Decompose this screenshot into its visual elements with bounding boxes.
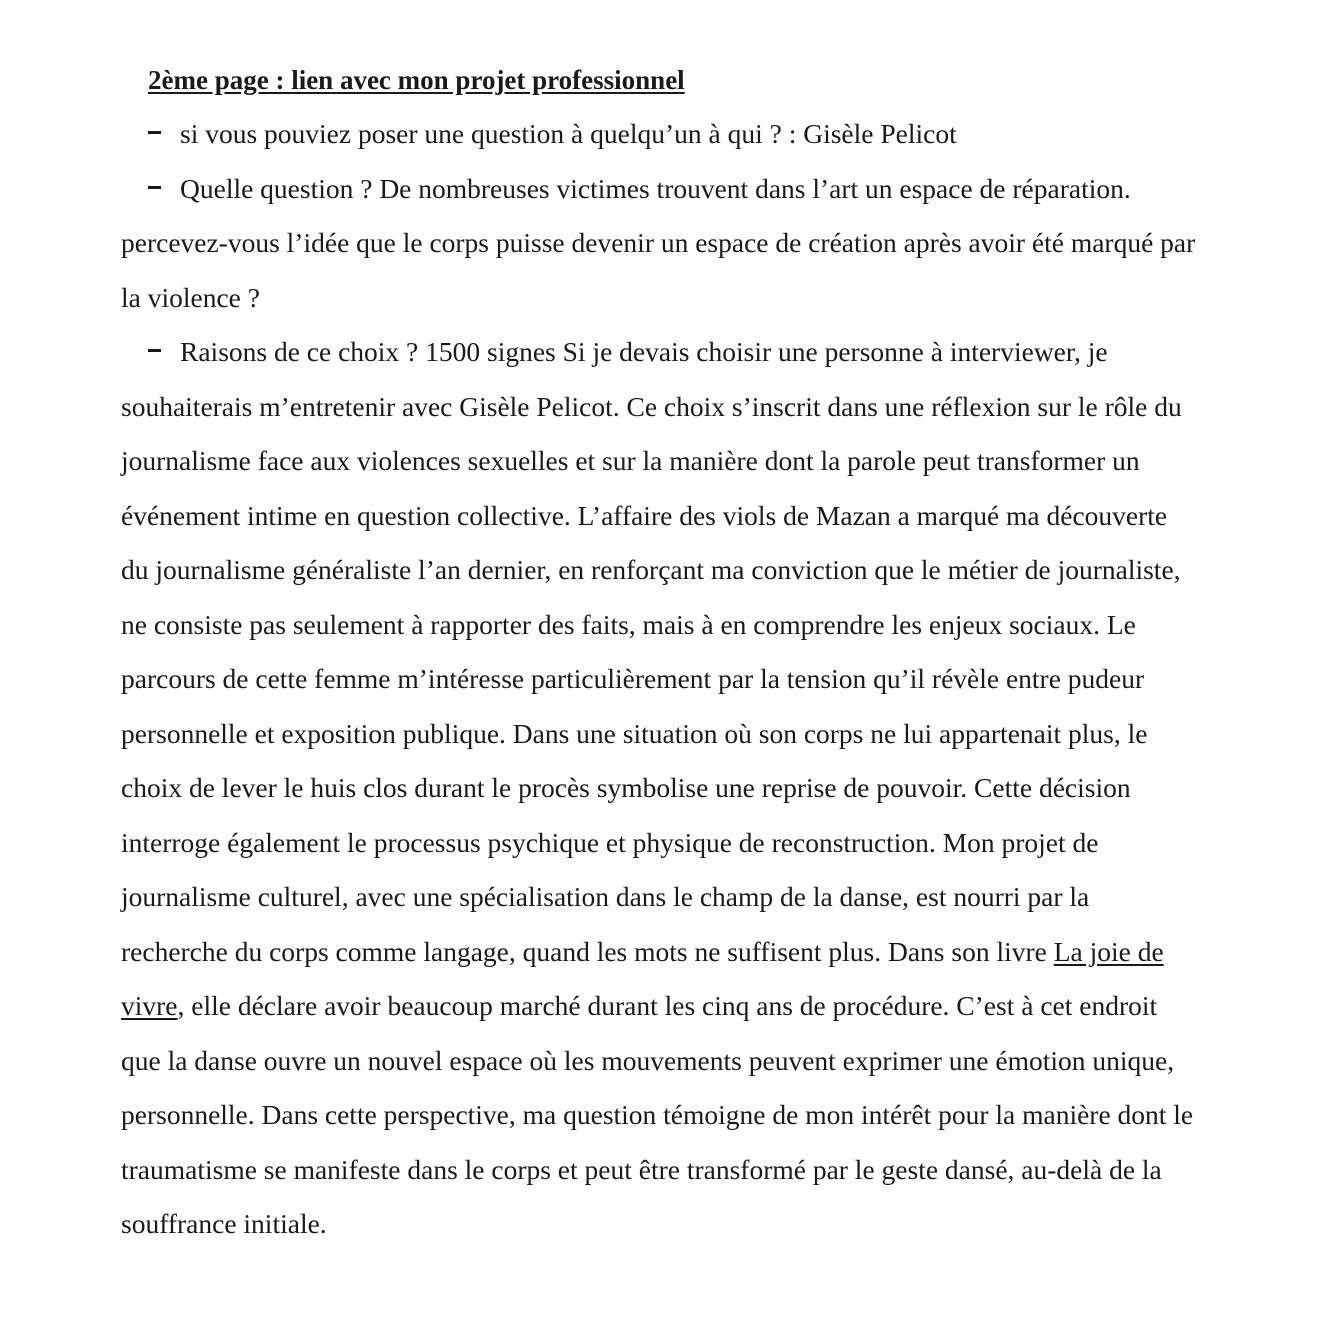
bullet-item: [148, 332, 1108, 372]
paragraph-line: souhaiterais m’entretenir avec Gisèle Pelicot. Ce choix s’inscrit dans une réflexion sur le rôle du: [121, 391, 1182, 422]
bullet-text: Quelle question ? De nombreuses victimes trouvent dans l’art un espace de réparation.: [180, 173, 1131, 204]
dash-bullet-icon: [148, 131, 161, 135]
paragraph-line: [121, 986, 1157, 1026]
line-text: , elle déclare avoir beaucoup marché durant les cinq ans de procédure. C’est à cet endroit: [177, 990, 1158, 1021]
paragraph-line: traumatisme se manifeste dans le corps et peut être transformé par le geste dansé, au-delà de la: [121, 1154, 1162, 1185]
bullet-item: [148, 114, 957, 154]
paragraph-line: souffrance initiale.: [121, 1208, 327, 1239]
paragraph-line: personnelle. Dans cette perspective, ma question témoigne de mon intérêt pour la manière dont le: [121, 1099, 1194, 1130]
paragraph-line: personnelle et exposition publique. Dans une situation où son corps ne lui appartenait plus, le: [121, 718, 1148, 749]
paragraph-line: parcours de cette femme m’intéresse particulièrement par la tension qu’il révèle entre pudeur: [121, 663, 1145, 694]
paragraph-line: que la danse ouvre un nouvel espace où les mouvements peuvent exprimer une émotion unique,: [121, 1045, 1175, 1076]
book-title: vivre: [121, 990, 178, 1021]
line-text: recherche du corps comme langage, quand les mots ne suffisent plus. Dans son livre: [121, 936, 1054, 967]
paragraph-line: du journalisme généraliste l’an dernier, en renforçant ma conviction que le métier de journaliste,: [121, 554, 1181, 585]
paragraph-line: la violence ?: [121, 282, 260, 313]
paragraph-line: ne consiste pas seulement à rapporter des faits, mais à en comprendre les enjeux sociaux. Le: [121, 609, 1136, 640]
paragraph-line: [121, 932, 1164, 972]
paragraph-line: journalisme face aux violences sexuelles et sur la manière dont la parole peut transformer un: [121, 445, 1140, 476]
bullet-text: Raisons de ce choix ? 1500 signes Si je devais choisir une personne à interviewer, je: [180, 336, 1108, 367]
paragraph-line: événement intime en question collective. L’affaire des viols de Mazan a marqué ma découverte: [121, 500, 1168, 531]
dash-bullet-icon: [148, 349, 161, 353]
bullet-item: [148, 169, 1131, 209]
bullet-text: si vous pouviez poser une question à quelqu’un à qui ? : Gisèle Pelicot: [180, 118, 957, 149]
paragraph-line: choix de lever le huis clos durant le procès symbolise une reprise de pouvoir. Cette décision: [121, 772, 1131, 803]
dash-bullet-icon: [148, 186, 161, 190]
paragraph-line: percevez-vous l’idée que le corps puisse devenir un espace de création après avoir été marqué par: [121, 227, 1196, 258]
paragraph-line: interroge également le processus psychique et physique de reconstruction. Mon projet de: [121, 827, 1099, 858]
paragraph-line: journalisme culturel, avec une spécialisation dans le champ de la danse, est nourri par la: [121, 881, 1090, 912]
book-title: La joie de: [1053, 936, 1164, 967]
page-heading: 2ème page : lien avec mon projet professionnel: [148, 65, 685, 95]
